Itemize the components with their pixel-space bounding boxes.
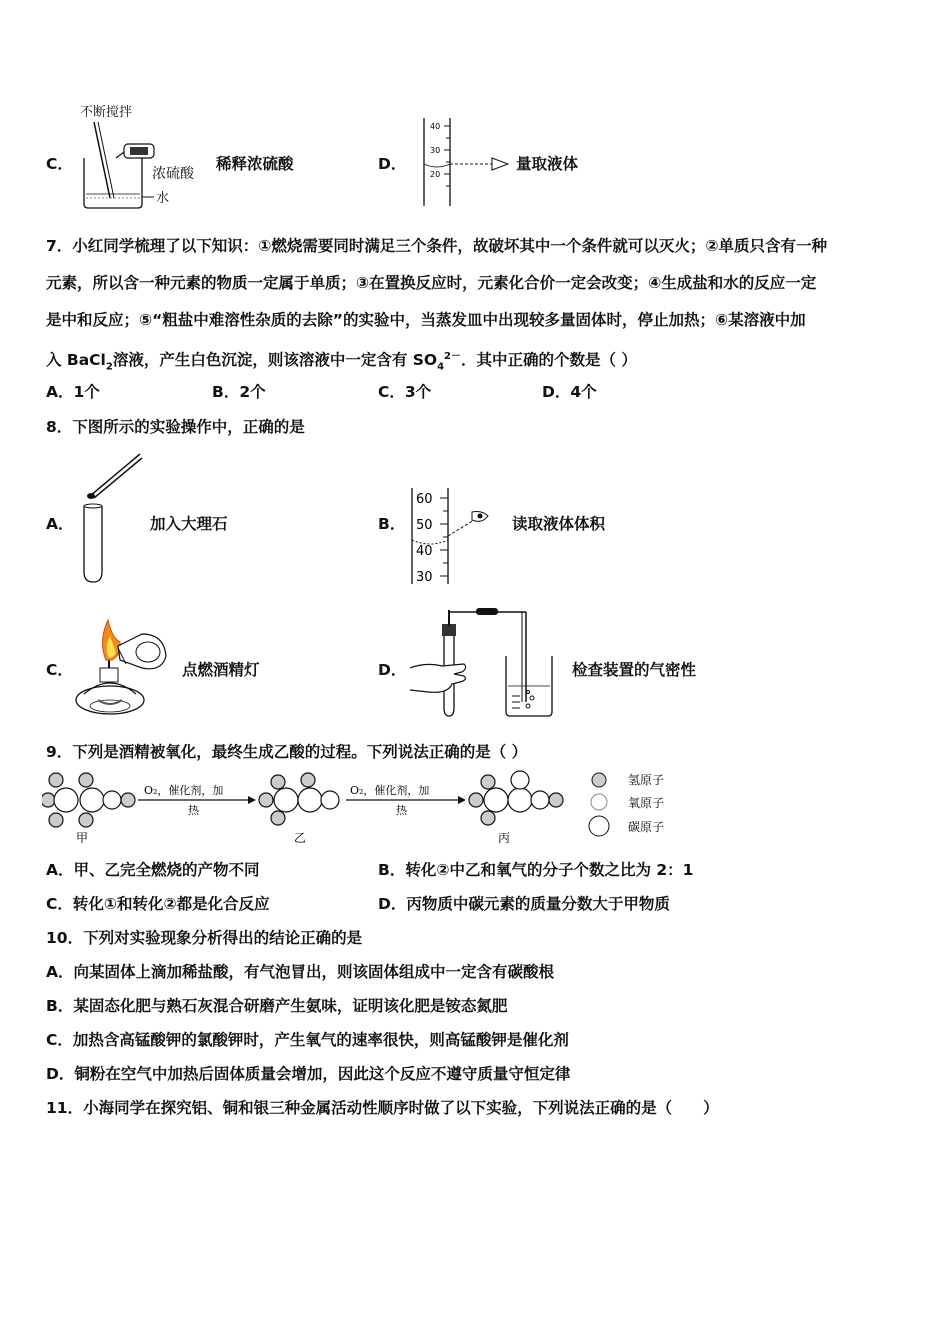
q9-option-d[interactable]: D．丙物质中碳元素的质量分数大于甲物质 [378,895,670,913]
name-jia: 甲 [76,831,89,845]
q8-a-text: 加入大理石 [150,515,228,533]
q7-option-b[interactable]: B．2个 [212,383,266,401]
q6-d-text: 量取液体 [516,155,579,173]
q7-line4-sub2: 4 [437,361,445,373]
legend-h: 氢原子 [628,773,665,787]
q6-c-label: C． [46,155,73,173]
arrow1-top: O₂，催化剂，加 [144,784,224,797]
q9-option-c[interactable]: C．转化①和转化②都是化合反应 [46,895,270,913]
q9-stem: 9．下列是酒精被氧化，最终生成乙酸的过程。下列说法正确的是（ ） [46,743,528,761]
q8-d-label: D． [378,661,407,679]
legend-o-icon [591,794,607,810]
q7-option-c[interactable]: C．3个 [378,383,432,401]
q8-stem: 8．下图所示的实验操作中，正确的是 [46,418,305,436]
q7-option-d[interactable]: D．4个 [542,383,597,401]
read-tick-40: 40 [416,544,433,559]
cyl-tick-2: 30 [430,146,441,155]
q10-option-a[interactable]: A．向某固体上滴加稀盐酸，有气泡冒出，则该固体组成中一定含有碳酸根 [46,963,554,981]
arrow2-bottom: 热 [396,804,407,817]
airtightness-check-figure [406,606,556,718]
q7-option-a[interactable]: A．1个 [46,383,100,401]
q8-c-label: C． [46,661,73,679]
cyl-tick-3: 20 [430,170,441,179]
test-tube-marble-figure [76,452,146,584]
legend-o: 氧原子 [628,796,665,810]
q8-b-label: B． [378,515,406,533]
oxidation-process-figure [42,770,682,850]
read-tick-30: 30 [416,570,433,585]
q9-option-b[interactable]: B．转化②中乙和氧气的分子个数之比为 2：1 [378,861,694,879]
q7-line4-sub: 2 [105,361,113,373]
q7-line4-sup: 2－ [444,351,462,362]
read-tick-50: 50 [416,518,433,533]
q8-c-text: 点燃酒精灯 [182,661,260,679]
q7-line-4 [46,347,637,377]
molecule-bing [469,771,563,825]
measuring-cylinder-figure [410,114,510,208]
q6-c-text: 稀释浓硫酸 [216,155,294,173]
water-caption: 水 [156,191,170,206]
read-tick-60: 60 [416,492,433,507]
legend-c-icon [589,816,609,836]
q7-line-2: 元素，所以含一种元素的物质一定属于单质；③在置换反应时，元素化合价一定会改变；④生成盐和水的反应一定 [46,274,817,292]
cyl-tick-1: 40 [430,122,441,131]
q8-d-text: 检查装置的气密性 [572,661,697,679]
name-bing: 丙 [498,831,511,845]
dilute-sulfuric-acid-figure [76,100,216,210]
q7-line4-b: 溶液，产生白色沉淀，则该溶液中一定含有 SO [112,351,438,370]
q11-stem: 11．小海同学在探究铝、铜和银三种金属活动性顺序时做了以下实验，下列说法正确的是（ ） [46,1099,719,1117]
q10-option-b[interactable]: B．某固态化肥与熟石灰混合研磨产生氨味，证明该化肥是铵态氮肥 [46,997,508,1015]
q10-option-d[interactable]: D．铜粉在空气中加热后固体质量会增加，因此这个反应不遵守质量守恒定律 [46,1065,571,1083]
q7-line4-a: 入 BaCl [46,351,106,370]
read-volume-figure [408,486,490,586]
light-alcohol-lamp-figure [72,612,172,720]
q9-option-a[interactable]: A．甲、乙完全燃烧的产物不同 [46,861,260,879]
q8-a-label: A． [46,515,74,533]
molecule-yi [259,773,339,825]
q8-b-text: 读取液体体积 [512,515,606,533]
arrow2-top: O₂，催化剂，加 [350,784,430,797]
q7-line4-c: ．其中正确的个数是（ ） [461,351,637,370]
legend-c: 碳原子 [628,820,665,834]
name-yi: 乙 [294,831,307,845]
q7-line-3: 是中和反应；⑤“粗盐中难溶性杂质的去除”的实验中，当蒸发皿中出现较多量固体时，停止加热；⑥某溶液中加 [46,311,806,329]
acid-caption: 浓硫酸 [152,166,194,182]
legend-h-icon [592,773,606,787]
arrow1-bottom: 热 [188,804,199,817]
q10-stem: 10．下列对实验现象分析得出的结论正确的是 [46,929,363,947]
q6-d-label: D． [378,155,407,173]
molecule-jia [42,773,135,827]
q10-option-c[interactable]: C．加热含高锰酸钾的氯酸钾时，产生氧气的速率很快，则高锰酸钾是催化剂 [46,1031,569,1049]
q7-line-1: 7．小红同学梳理了以下知识：①燃烧需要同时满足三个条件，故破坏其中一个条件就可以灭火；②单质只含有一种 [46,237,828,255]
stir-caption: 不断搅拌 [80,105,133,120]
